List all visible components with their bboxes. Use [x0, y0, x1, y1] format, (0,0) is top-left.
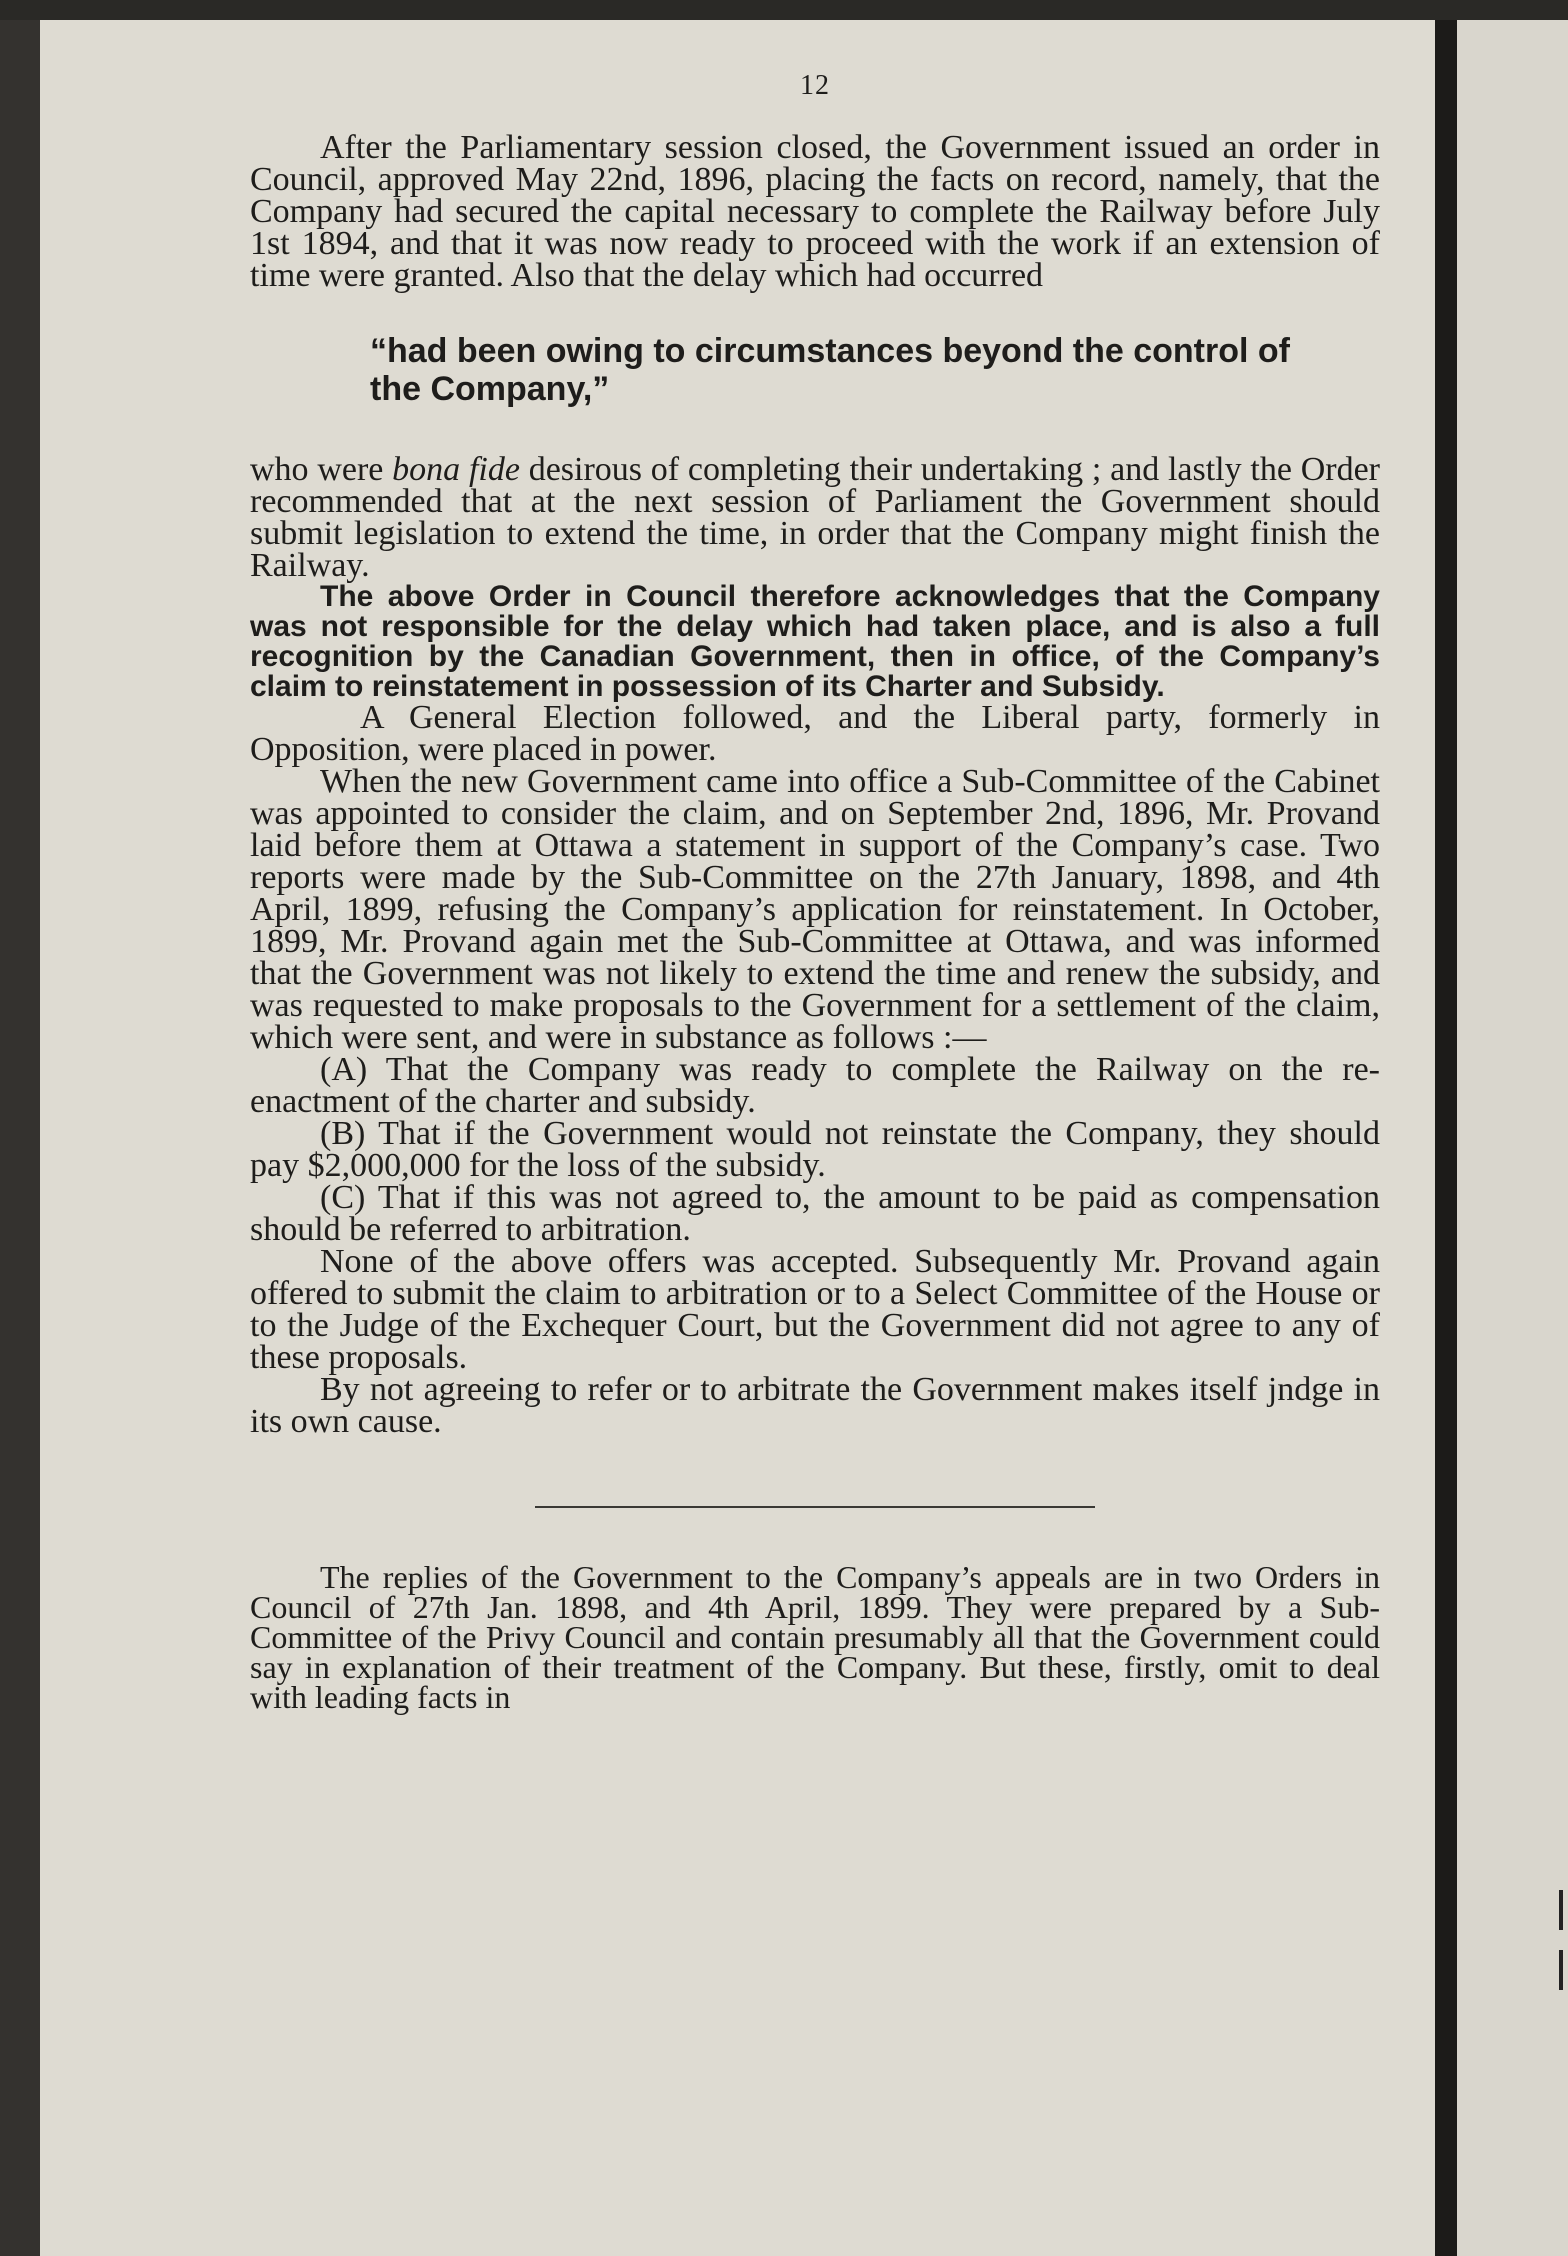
proposal-item-c: (C) That if this was not agreed to, the amount to be paid as compensation should be referred to arbitration.	[250, 1179, 1380, 1248]
paragraph-acknowledgement-bold: The above Order in Council therefore acknowledges that the Company was not responsible for the delay which had taken place, and is also a full recognition by the Canadian Government, then in office, of the Company’s claim to reinstatement in possession of its Charter and Subsidy.	[250, 580, 1380, 703]
paragraph-offers-refused: None of the above offers was accepted. Subsequently Mr. Provand again offered to submit the claim to arbitration or to a Select Committee of the House or to the Judge of the Exchequer Court, but the Government did not agree to any of these proposals.	[250, 1243, 1380, 1376]
book-gutter	[1435, 20, 1457, 2256]
paragraph-order-in-council: After the Parliamentary session closed, the Government issued an order in Council, approved May 22nd, 1896, placing the facts on record, namely, that the Company had secured the capital necessary to complete the Railway before July 1st 1894, and that it was now ready to proceed with the work if an extension of time were granted. Also that the delay which had occurred	[250, 129, 1380, 294]
quoted-statement: “had been owing to circumstances beyond the control of the Company,”	[370, 332, 1290, 408]
paragraph-bona-fide-start: who were	[250, 451, 393, 488]
adjacent-page-edge	[1457, 20, 1568, 2256]
paragraph-sub-committee: When the new Government came into office a Sub-Committee of the Cabinet was appointed to consider the claim, and on September 2nd, 1896, Mr. Provand laid before them at Ottawa a statement in support of the Company’s case. Two reports were made by the Sub-Committee on the 27th January, 1898, and 4th April, 1899, refusing the Company’s application for reinstatement. In October, 1899, Mr. Provand again met the Sub-Committee at Ottawa, and was informed that the Government was not likely to extend the time and renew the subsidy, and was requested to make proposals to the Government for a settlement of the claim, which were sent, and were in substance as follows :—	[250, 763, 1380, 1056]
proposal-item-b: (B) That if the Government would not reinstate the Company, they should pay $2,000,000 for the loss of the subsidy.	[250, 1115, 1380, 1184]
footnote	[250, 1559, 1380, 1715]
adjacent-page-text-fragment	[1559, 1950, 1563, 1990]
proposal-item-a: (A) That the Company was ready to complete the Railway on the re-enactment of the charter and subsidy.	[250, 1051, 1380, 1120]
paragraph-bona-fide	[250, 451, 1381, 584]
scanner-top-edge	[0, 0, 1568, 20]
adjacent-page-text-fragment	[1559, 1890, 1563, 1930]
document-page	[40, 20, 1435, 2256]
paragraph-own-cause: By not agreeing to refer or to arbitrate the Government makes itself jndge in its own cause.	[250, 1371, 1380, 1440]
italic-bona-fide: bona fide	[392, 451, 520, 488]
page-content	[250, 70, 1381, 1715]
footnote-text: The replies of the Government to the Company’s appeals are in two Orders in Council of 27th Jan. 1898, and 4th April, 1899. They were prepared by a Sub-Committee of the Privy Council and contain presumably all that the Government could say in explanation of their treatment of the Company. But these, firstly, omit to deal with leading facts in	[250, 1559, 1380, 1715]
page-number: 12	[800, 70, 830, 101]
paragraph-bona-fide-rest: desirous of completing their undertaking ; and lastly the Order recommended that at the next session of Parliament the Government should submit legislation to extend the time, in order that the Company might finish the Railway.	[250, 451, 1381, 584]
paragraph-general-election: A General Election followed, and the Liberal party, formerly in Opposition, were placed in power.	[250, 699, 1380, 768]
footnote-divider	[535, 1506, 1095, 1508]
